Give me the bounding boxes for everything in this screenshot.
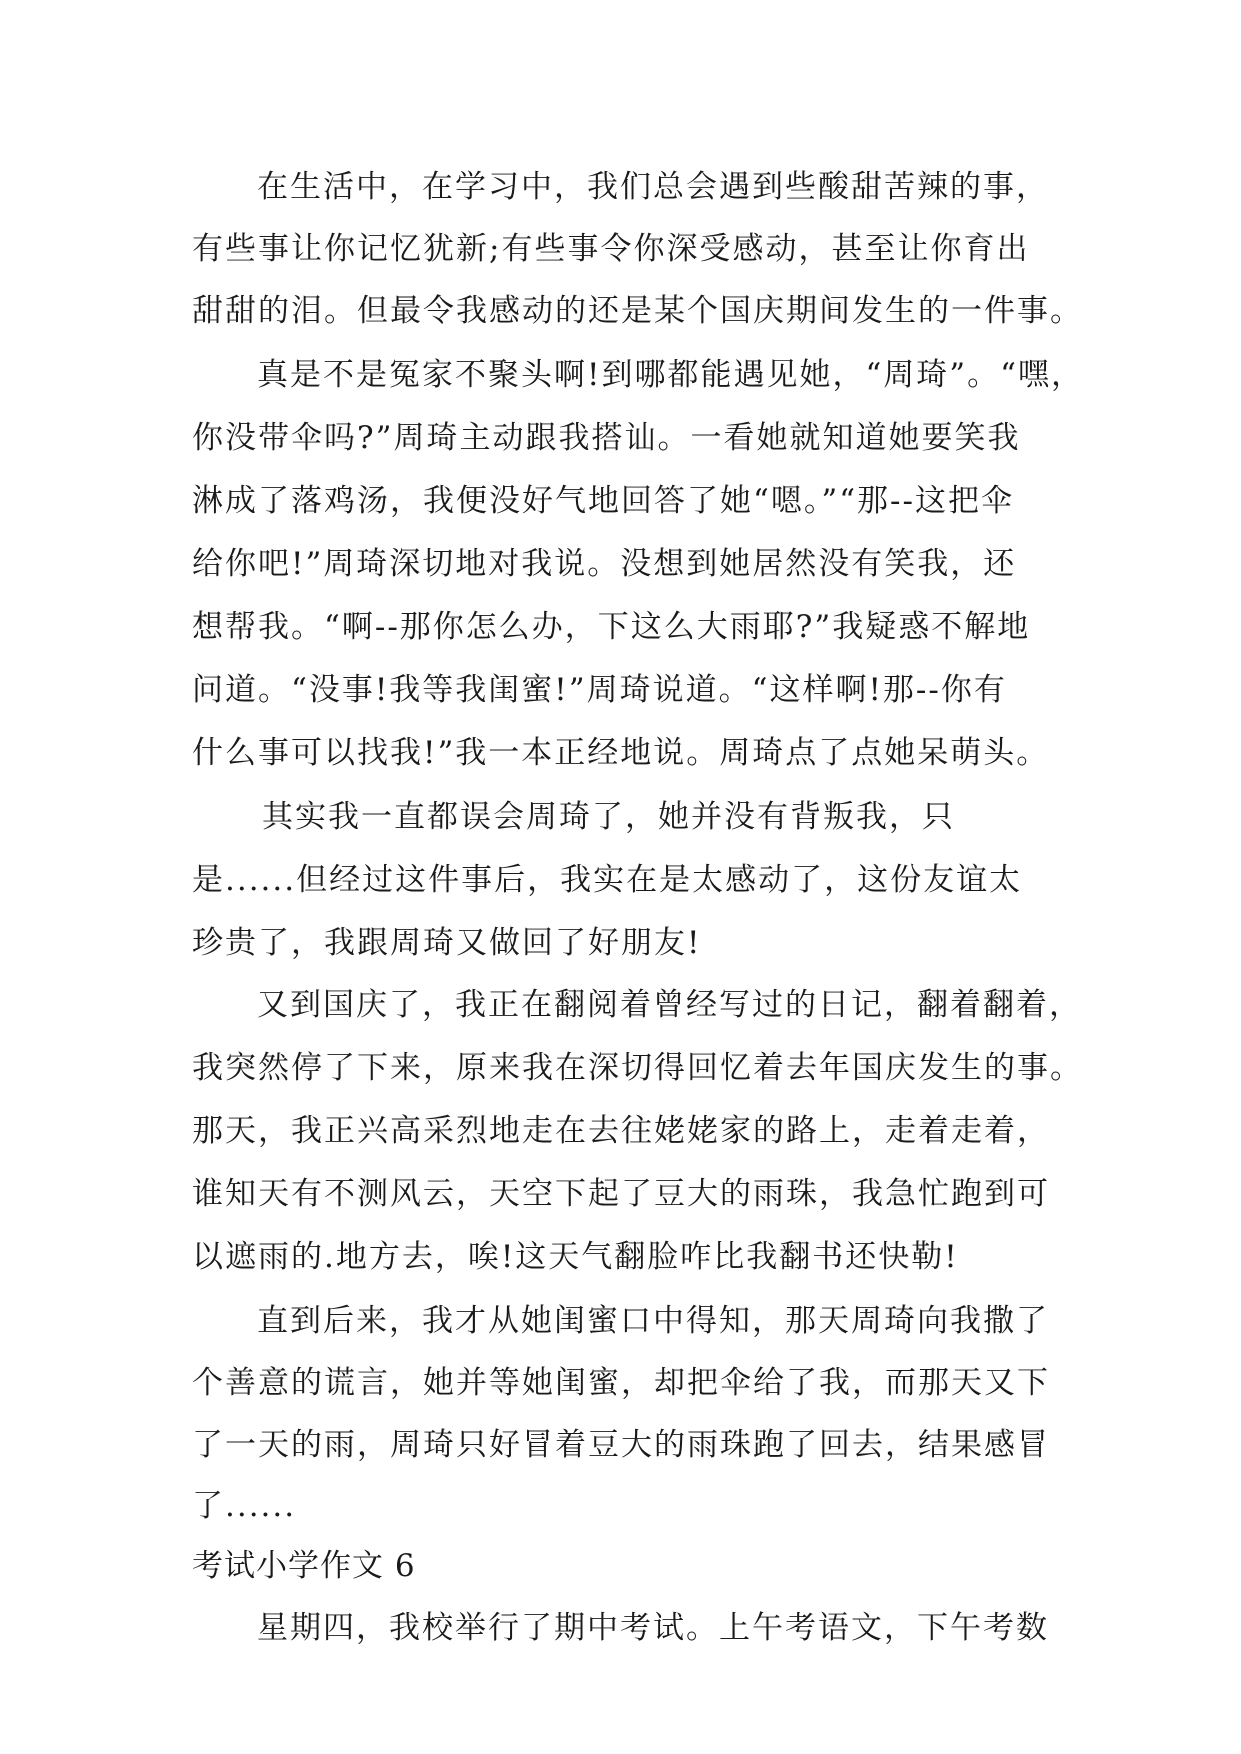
text-line: 甜甜的泪。但最令我感动的还是某个国庆期间发生的一件事。	[192, 293, 1083, 329]
text-line: 其实我一直都误会周琦了，她并没有背叛我，只	[262, 799, 955, 835]
text-line: 谁知天有不测风云，天空下起了豆大的雨珠，我急忙跑到可	[192, 1176, 1050, 1212]
text-line: 个善意的谎言，她并等她闺蜜，却把伞给了我，而那天又下	[192, 1365, 1050, 1401]
text-line: 你没带伞吗?”周琦主动跟我搭讪。一看她就知道她要笑我	[192, 420, 1021, 456]
text-line: 淋成了落鸡汤，我便没好气地回答了她“嗯。”“那--这把伞	[192, 483, 1014, 519]
text-line: 直到后来，我才从她闺蜜口中得知，那天周琦向我撒了	[257, 1303, 1049, 1339]
text-line: 了一天的雨，周琦只好冒着豆大的雨珠跑了回去，结果感冒	[192, 1427, 1050, 1463]
text-line: 以遮雨的.地方去，唉!这天气翻脸咋比我翻书还快勒!	[192, 1239, 959, 1275]
text-line: 珍贵了，我跟周琦又做回了好朋友!	[192, 925, 702, 961]
text-line: 真是不是冤家不聚头啊!到哪都能遇见她，“周琦”。“嘿，	[257, 357, 1084, 393]
text-line: 星期四，我校举行了期中考试。上午考语文，下午考数	[257, 1610, 1049, 1646]
text-line: 给你吧!”周琦深切地对我说。没想到她居然没有笑我，还	[192, 546, 1017, 582]
text-line: 想帮我。“啊--那你怎么办，下这么大雨耶?”我疑惑不解地	[192, 609, 1031, 645]
text-line: 我突然停了下来，原来我在深切得回忆着去年国庆发生的事。	[192, 1050, 1083, 1086]
text-line: 什么事可以找我!”我一本正经地说。周琦点了点她呆萌头。	[192, 735, 1050, 771]
text-line: 问道。“没事!我等我闺蜜!”周琦说道。“这样啊!那--你有	[192, 672, 1007, 708]
text-line: 那天，我正兴高采烈地走在去往姥姥家的路上，走着走着，	[192, 1113, 1050, 1149]
text-line: 是......但经过这件事后，我实在是太感动了，这份友谊太	[192, 862, 1023, 898]
text-line: 有些事让你记忆犹新;有些事令你深受感动，甚至让你育出	[192, 231, 1030, 267]
section-heading: 考试小学作文 6	[192, 1548, 416, 1584]
text-line: 又到国庆了，我正在翻阅着曾经写过的日记，翻着翻着，	[257, 987, 1082, 1023]
text-line: 了......	[192, 1488, 297, 1524]
text-line: 在生活中，在学习中，我们总会遇到些酸甜苦辣的事，	[257, 169, 1049, 205]
